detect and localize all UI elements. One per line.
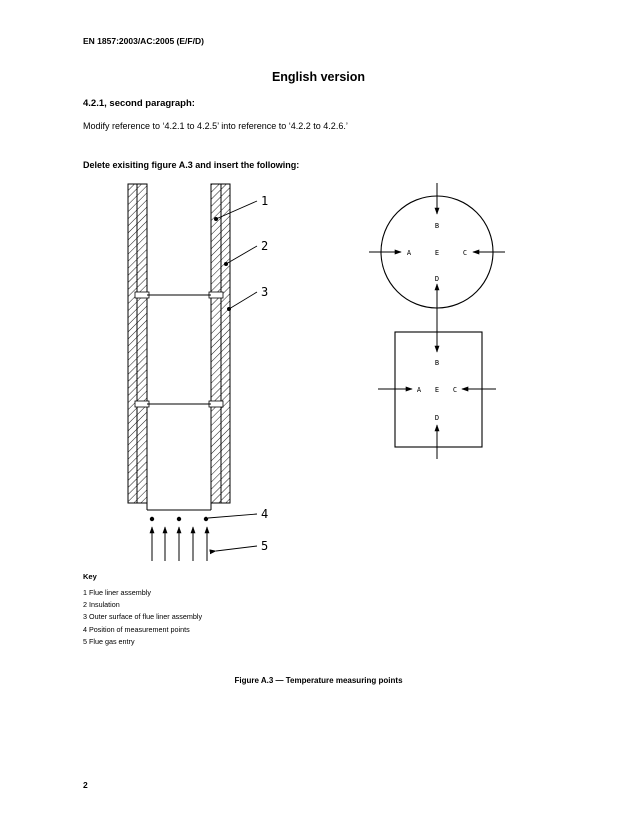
measurement-point bbox=[204, 517, 208, 521]
document-header: EN 1857:2003/AC:2005 (E/F/D) bbox=[83, 36, 204, 46]
leader-4 bbox=[208, 514, 257, 518]
key-item-5: 5 Flue gas entry bbox=[83, 637, 135, 646]
leader-2 bbox=[226, 246, 257, 264]
circular-section bbox=[369, 183, 505, 321]
rectangular-section bbox=[378, 318, 496, 459]
callout-4: 4 bbox=[261, 507, 269, 521]
insulation-right bbox=[221, 184, 230, 503]
flue-gas-arrows bbox=[152, 527, 207, 561]
circle-point-a: A bbox=[406, 249, 412, 257]
callout-2: 2 bbox=[261, 239, 269, 253]
instruction-text: Delete exisiting figure A.3 and insert the following: bbox=[83, 160, 300, 170]
joint-right-1 bbox=[209, 292, 223, 298]
circle-point-c: C bbox=[462, 249, 468, 257]
circle-point-b: B bbox=[434, 222, 440, 230]
rect-point-a: A bbox=[416, 386, 422, 394]
callout-3: 3 bbox=[261, 285, 269, 299]
key-item-4: 4 Position of measurement points bbox=[83, 625, 190, 634]
flue-assembly bbox=[128, 184, 230, 510]
key-title: Key bbox=[83, 572, 97, 581]
figure-caption: Figure A.3 — Temperature measuring points bbox=[234, 676, 403, 685]
page-title: English version bbox=[271, 70, 366, 84]
joint-left-2 bbox=[135, 401, 149, 407]
callout-1: 1 bbox=[261, 194, 269, 208]
joint-right-2 bbox=[209, 401, 223, 407]
key-item-3: 3 Outer surface of flue liner assembly bbox=[83, 612, 203, 621]
measurement-point bbox=[177, 517, 181, 521]
joint-left-1 bbox=[135, 292, 149, 298]
measurement-point bbox=[150, 517, 154, 521]
callout-5: 5 bbox=[261, 539, 269, 553]
circle-point-e: E bbox=[434, 249, 440, 257]
rect-point-b: B bbox=[434, 359, 440, 367]
section-heading: 4.2.1, second paragraph: bbox=[83, 98, 195, 109]
leader-3 bbox=[229, 292, 257, 309]
liner-right bbox=[211, 184, 221, 503]
circle-point-d: D bbox=[434, 275, 440, 283]
liner-left bbox=[137, 184, 147, 503]
leader-5 bbox=[216, 546, 257, 551]
key-item-2: 2 Insulation bbox=[83, 600, 120, 609]
rect-point-d: D bbox=[434, 414, 440, 422]
section-body: Modify reference to ‘4.2.1 to 4.2.5’ into reference to ‘4.2.2 to 4.2.6.’ bbox=[83, 121, 348, 131]
key-item-1: 1 Flue liner assembly bbox=[83, 588, 151, 597]
page-number: 2 bbox=[83, 780, 88, 790]
rect-point-c: C bbox=[452, 386, 458, 394]
rect-point-e: E bbox=[434, 386, 440, 394]
insulation-left bbox=[128, 184, 137, 503]
